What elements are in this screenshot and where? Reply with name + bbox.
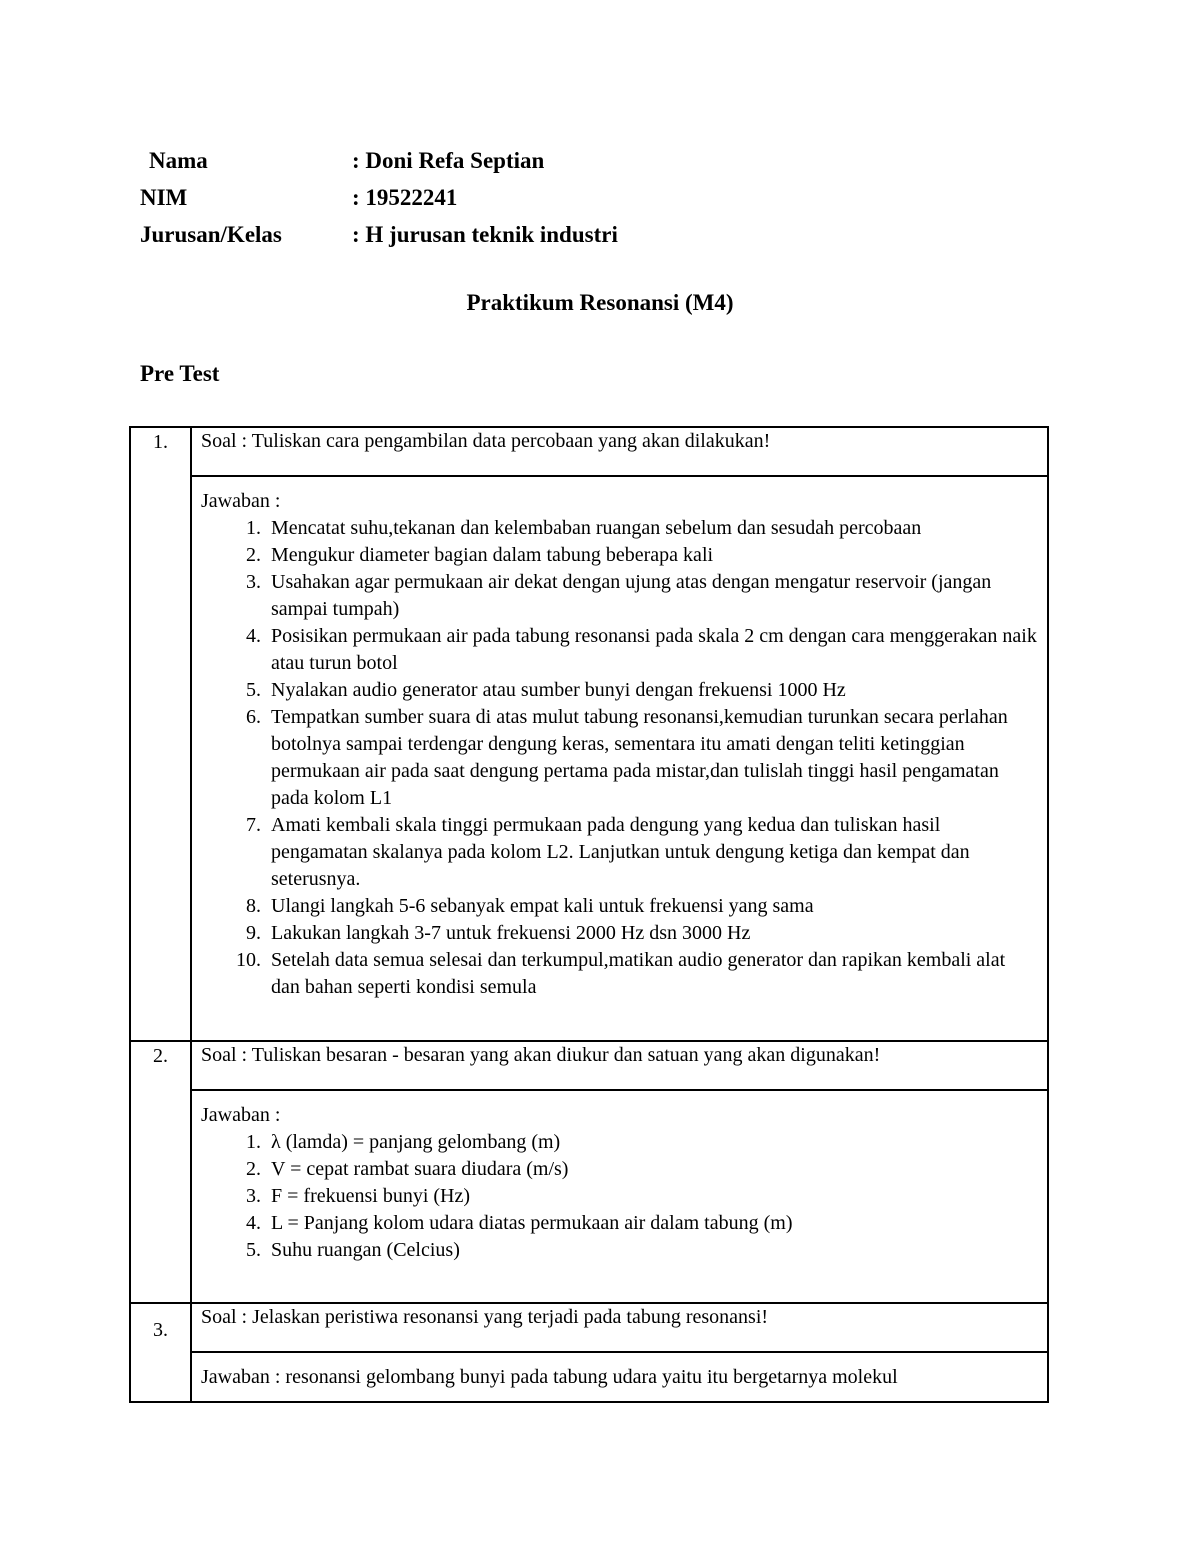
- step-text: V = cepat rambat suara diudara (m/s): [271, 1158, 569, 1180]
- question-number: 3.: [130, 1303, 191, 1402]
- identity-row-nim: [140, 179, 618, 216]
- question-row: [130, 1041, 1048, 1090]
- answer-label: Jawaban :: [201, 1104, 281, 1126]
- identity-value: : 19522241: [352, 185, 458, 210]
- step-text: L = Panjang kolom udara diatas permukaan air dalam tabung (m): [271, 1212, 793, 1234]
- step-number: 3.: [246, 571, 261, 593]
- step-text: Suhu ruangan (Celcius): [271, 1239, 460, 1261]
- identity-value: : H jurusan teknik industri: [352, 222, 618, 247]
- identity-label: Nama: [149, 148, 208, 173]
- answer-step: [201, 623, 1038, 677]
- step-number: 5.: [246, 1239, 261, 1261]
- question-number: 1.: [130, 427, 191, 1041]
- step-number: 4.: [246, 625, 261, 647]
- step-number: 2.: [246, 544, 261, 566]
- question-text: Soal : Tuliskan besaran - besaran yang akan diukur dan satuan yang akan digunakan!: [191, 1041, 1048, 1090]
- step-text: Nyalakan audio generator atau sumber bunyi dengan frekuensi 1000 Hz: [271, 679, 846, 701]
- step-text: Posisikan permukaan air pada tabung resonansi pada skala 2 cm dengan cara menggerakan naik atau turun botol: [271, 625, 1037, 674]
- answer-step: [201, 677, 1038, 704]
- step-number: 4.: [246, 1212, 261, 1234]
- answer-step: [201, 704, 1038, 812]
- identity-value: : Doni Refa Septian: [352, 148, 545, 173]
- answer-step: [201, 812, 1038, 893]
- answer-list: [201, 515, 1038, 1001]
- answer-step: [201, 1210, 1038, 1237]
- answer-step: [201, 1183, 1038, 1210]
- answer-row: [130, 1352, 1048, 1402]
- step-number: 5.: [246, 679, 261, 701]
- step-number: 7.: [246, 814, 261, 836]
- question-row: [130, 427, 1048, 476]
- step-text: Mencatat suhu,tekanan dan kelembaban ruangan sebelum dan sesudah percobaan: [271, 517, 922, 539]
- answer-step: [201, 947, 1038, 1001]
- question-row: [130, 1303, 1048, 1352]
- question-number: 2.: [130, 1041, 191, 1303]
- section-title: Pre Test: [140, 361, 220, 386]
- answer-step: [201, 515, 1038, 542]
- step-text: Amati kembali skala tinggi permukaan pada dengung yang kedua dan tuliskan hasil pengamatan skalanya pada kolom L2. Lanjutkan untuk dengung ketiga dan kempat dan seterusnya.: [271, 814, 970, 890]
- answer-step: [201, 893, 1038, 920]
- answer-step: [201, 569, 1038, 623]
- identity-label: NIM: [140, 185, 188, 210]
- step-text: Ulangi langkah 5-6 sebanyak empat kali untuk frekuensi yang sama: [271, 895, 814, 917]
- step-number: 3.: [246, 1185, 261, 1207]
- step-text: Usahakan agar permukaan air dekat dengan ujung atas dengan mengatur reservoir (jangan sampai tumpah): [271, 571, 992, 620]
- question-text: Soal : Tuliskan cara pengambilan data percobaan yang akan dilakukan!: [191, 427, 1048, 476]
- question-table: [129, 426, 1049, 1403]
- step-number: 2.: [246, 1158, 261, 1180]
- answer-cell: Jawaban : resonansi gelombang bunyi pada tabung udara yaitu itu bergetarnya molekul: [191, 1352, 1048, 1402]
- question-text: Soal : Jelaskan peristiwa resonansi yang terjadi pada tabung resonansi!: [191, 1303, 1048, 1352]
- answer-step: [201, 542, 1038, 569]
- answer-step: [201, 920, 1038, 947]
- answer-row: [130, 476, 1048, 1041]
- answer-step: [201, 1237, 1038, 1264]
- answer-list: [201, 1129, 1038, 1264]
- step-text: F = frekuensi bunyi (Hz): [271, 1185, 471, 1207]
- identity-row-jurusan: [140, 216, 618, 253]
- step-text: λ (lamda) = panjang gelombang (m): [271, 1131, 561, 1153]
- step-number: 8.: [246, 895, 261, 917]
- answer-cell: [191, 476, 1048, 1041]
- step-number: 10.: [236, 949, 261, 971]
- answer-label: Jawaban :: [201, 490, 281, 512]
- step-text: Tempatkan sumber suara di atas mulut tabung resonansi,kemudian turunkan secara perlahan botolnya sampai terdengar dengung keras, sementara itu amati dengan teliti ketinggian permukaan air pada saat dengung pertama pada mistar,dan tulislah tinggi hasil pengamatan pada kolom L1: [271, 706, 1008, 809]
- step-text: Mengukur diameter bagian dalam tabung beberapa kali: [271, 544, 714, 566]
- step-number: 1.: [246, 1131, 261, 1153]
- step-text: Lakukan langkah 3-7 untuk frekuensi 2000 Hz dsn 3000 Hz: [271, 922, 751, 944]
- step-text: Setelah data semua selesai dan terkumpul,matikan audio generator dan rapikan kembali alat dan bahan seperti kondisi semula: [271, 949, 1006, 998]
- step-number: 1.: [246, 517, 261, 539]
- step-number: 9.: [246, 922, 261, 944]
- document-title: Praktikum Resonansi (M4): [466, 290, 734, 315]
- answer-step: [201, 1129, 1038, 1156]
- identity-block: [140, 142, 618, 253]
- identity-row-nama: [140, 142, 618, 179]
- answer-cell: [191, 1090, 1048, 1303]
- answer-step: [201, 1156, 1038, 1183]
- identity-label: Jurusan/Kelas: [140, 222, 282, 247]
- step-number: 6.: [246, 706, 261, 728]
- answer-row: [130, 1090, 1048, 1303]
